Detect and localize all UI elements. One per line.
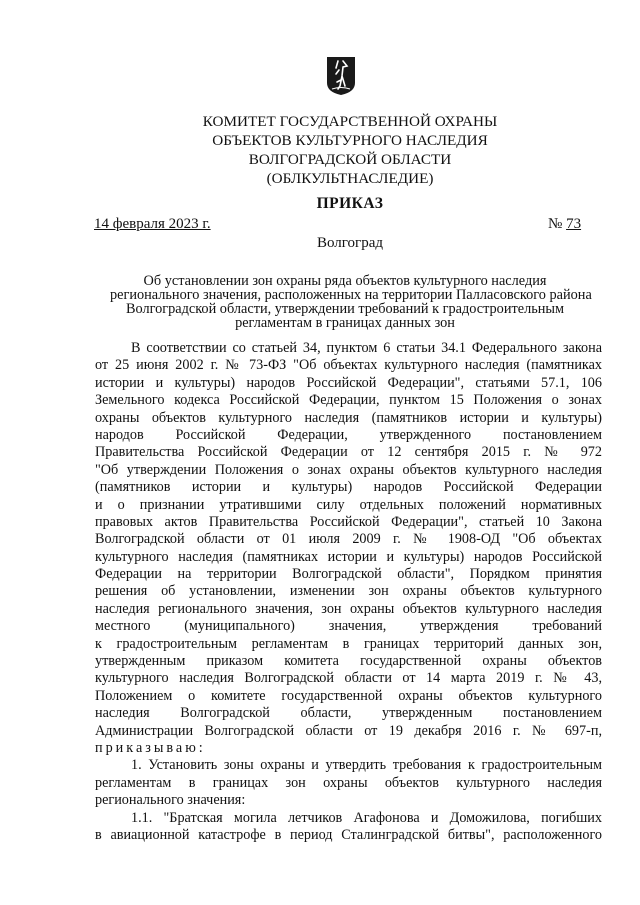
- body-line: правовых актов Правительства Российской Федерации", статьей 10 Закона: [95, 513, 602, 530]
- number-prefix: №: [548, 216, 563, 232]
- body-line: местного (муниципального) значения, утверждения требований: [95, 618, 602, 635]
- body-line: Администрации Волгоградской области от 19 декабря 2016 г. № 697-п,: [95, 722, 602, 739]
- body-line: регионального значения:: [95, 792, 246, 809]
- body-line: регламентам в границах зон охраны объектов культурного наследия: [95, 774, 602, 791]
- document-city: Волгоград: [316, 235, 383, 251]
- body-line: к градостроительным регламентам в границах территорий данных зон,: [95, 635, 602, 652]
- org-line: (ОБЛКУЛЬТНАСЛЕДИЕ): [266, 170, 434, 187]
- body-line: и о признании утратившими силу отдельных положений нормативных: [95, 496, 602, 513]
- body-line: народов Российской Федерации, утвержденного постановлением: [95, 426, 602, 443]
- body-line: приказываю:: [95, 739, 206, 756]
- org-line: ВОЛГОГРАДСКОЙ ОБЛАСТИ: [248, 151, 452, 168]
- body-line: наследия регионального значения, зон охраны объектов культурного наследия: [95, 600, 602, 617]
- subject-line: регионального значения, расположенных на территории Палласовского района: [110, 287, 592, 303]
- document-subject: [110, 273, 592, 331]
- body-line: охраны объектов культурного наследия (памятников истории и культуры): [95, 409, 602, 426]
- body-line: 1. Установить зоны охраны и утвердить требования к градостроительным: [131, 757, 602, 774]
- body-line: "Об утверждении Положения о зонах охраны объектов культурного наследия: [95, 461, 602, 478]
- document-date: 14 февраля 2023 г.: [94, 216, 211, 232]
- volgograd-coat-of-arms-icon: [326, 56, 356, 96]
- body-line: в авиационной катастрофе в период Сталинградской битвы", расположенного: [95, 826, 602, 843]
- body-line: 1.1. "Братская могила летчиков Агафонова и Доможилова, погибших: [131, 809, 602, 826]
- document-body: [95, 340, 602, 844]
- body-line: культурного наследия (памятниках истории и культуры) народов Российской: [95, 548, 602, 565]
- body-line: от 25 июня 2002 г. № 73-ФЗ "Об объектах культурного наследия (памятниках: [95, 357, 602, 374]
- body-line: истории и культуры) народов Российской Федерации", статьями 57.1, 106: [95, 374, 602, 391]
- body-line: (памятников истории и культуры) народов Российской Федерации: [95, 479, 602, 496]
- org-line: ОБЪЕКТОВ КУЛЬТУРНОГО НАСЛЕДИЯ: [212, 132, 488, 149]
- org-line: КОМИТЕТ ГОСУДАРСТВЕННОЙ ОХРАНЫ: [202, 113, 498, 130]
- number-value: 73: [566, 216, 582, 232]
- body-line: Земельного кодекса Российской Федерации, пунктом 15 Положения о зонах: [95, 392, 602, 409]
- organization-name: [150, 112, 550, 188]
- subject-line: Об установлении зон охраны ряда объектов культурного наследия: [143, 273, 547, 289]
- body-line: В соответствии со статьей 34, пунктом 6 статьи 34.1 Федерального закона: [131, 340, 602, 356]
- body-line: Правительства Российской Федерации от 12 сентября 2015 г. № 972: [95, 444, 602, 461]
- subject-line: регламентам в границах данных зон: [235, 315, 455, 331]
- document-type: ПРИКАЗ: [316, 195, 384, 212]
- body-line: Положением о комитете государственной охраны объектов культурного: [95, 687, 602, 704]
- body-line: наследия Волгоградской области, утвержденным постановлением: [95, 705, 602, 722]
- body-line: утвержденным приказом комитета государственной охраны объектов: [95, 653, 602, 670]
- body-line: Федерации на территории Волгоградской области", Порядком принятия: [95, 566, 602, 583]
- body-line: культурного наследия Волгоградской области от 14 марта 2019 г. № 43,: [95, 670, 602, 687]
- body-line: решения об установлении, изменении зон охраны объектов культурного: [95, 583, 602, 600]
- body-line: Волгоградской области от 01 июля 2009 г. № 1908-ОД "Об объектах: [95, 531, 602, 548]
- subject-line: Волгоградской области, утверждении требований к градостроительным: [125, 301, 565, 317]
- document-number: [548, 216, 581, 233]
